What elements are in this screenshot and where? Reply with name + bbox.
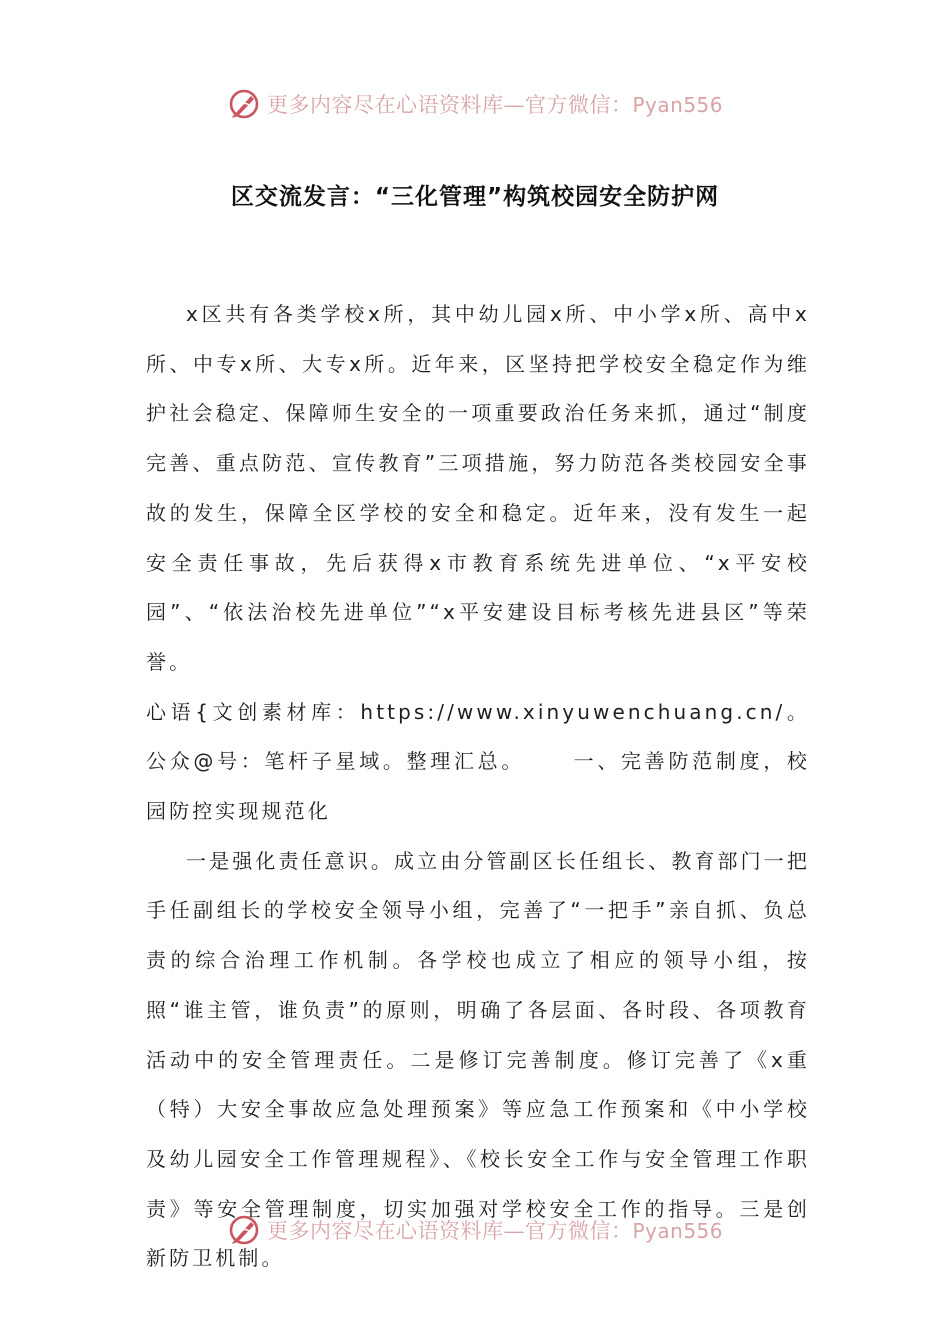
document-body	[146, 290, 810, 1284]
paragraph: x区共有各类学校x所，其中幼儿园x所、中小学x所、高中x所、中专x所、大专x所。近年来，区坚持把学校安全稳定作为维护社会稳定、保障师生安全的一项重要政治任务来抓，通过“制度完善、重点防范、宣传教育”三项措施，努力防范各类校园安全事故的发生，保障全区学校的安全和稳定。近年来，没有发生一起安全责任事故，先后获得x市教育系统先进单位、“x平安校园”、“依法治校先进单位”“x平安建设目标考核先进县区”等荣誉。	[146, 302, 810, 674]
header-banner	[0, 84, 950, 124]
footer-banner	[0, 1210, 950, 1250]
paragraph-note	[146, 688, 810, 837]
pen-circle-logo-icon	[227, 1213, 261, 1247]
paragraph: 一是强化责任意识。成立由分管副区长任组长、教育部门一把手任副组长的学校安全领导小组，完善了“一把手”亲自抓、负总责的综合治理工作机制。各学校也成立了相应的领导小组，按照“谁主管，谁负责”的原则，明确了各层面、各时段、各项教育活动中的安全管理责任。二是修订完善制度。修订完善了《x重（特）大安全事故应急处理预案》等应急工作预案和《中小学校及幼儿园安全工作管理规程》、《校长安全工作与安全管理工作职责》等安全管理制度，切实加强对学校安全工作的指导。三是创新防卫机制。	[146, 848, 810, 1271]
document-title: 区交流发言：“三化管理”构筑校园安全防护网	[230, 184, 720, 210]
wechat-id: Pyan556	[632, 1219, 723, 1243]
wechat-id: Pyan556	[632, 93, 723, 117]
pen-circle-logo-icon	[227, 87, 261, 121]
banner-text: 更多内容尽在心语资料库—官方微信：Pyan556	[266, 1219, 723, 1243]
banner-text: 更多内容尽在心语资料库—官方微信：Pyan556	[266, 93, 723, 117]
section-heading: 一、完善防范制度，校园防控实现规范化	[146, 749, 810, 824]
source-note: 心语{文创素材库：https://www.xinyuwenchuang.cn/。公众@号：笔杆子星域。整理汇总。	[146, 699, 810, 774]
